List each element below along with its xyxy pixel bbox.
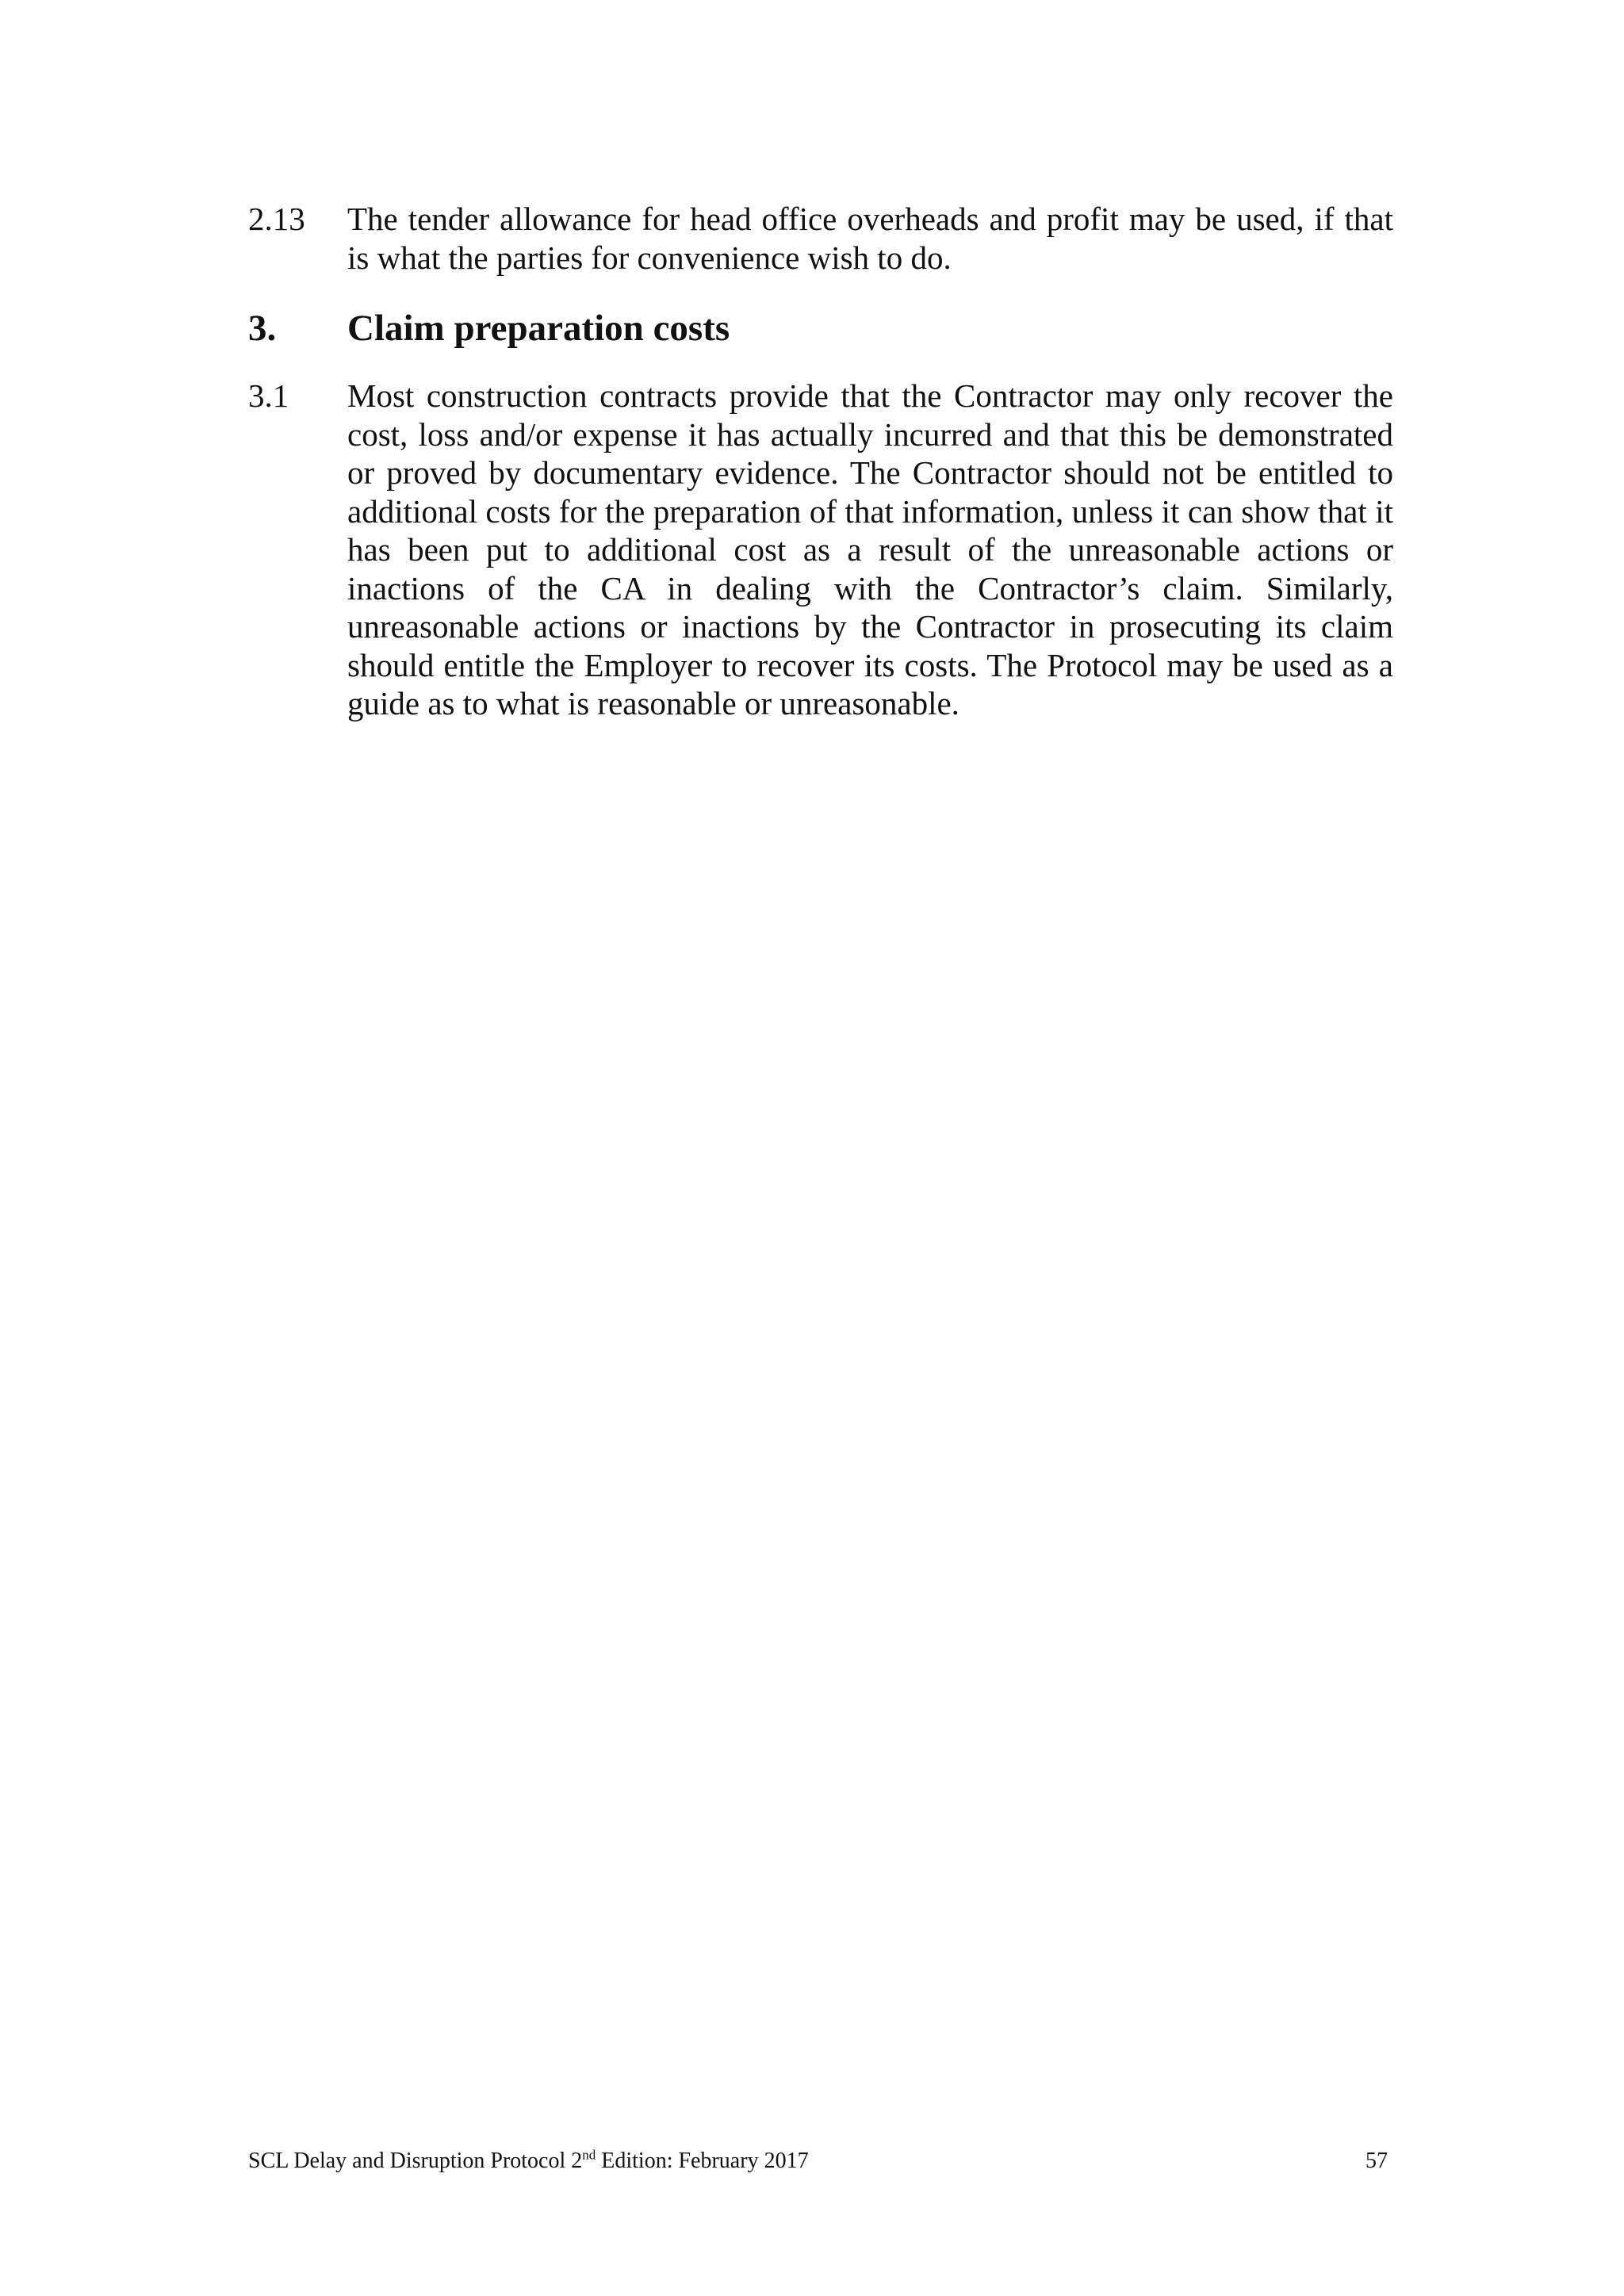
paragraph-text: Most construction contracts provide that the Contractor may only recover the cost, loss and/or expense it has actually incurred and that this be demonstrated or proved by documentary evidence. The Contractor should not be entitled to additional costs for the preparation of that information, unless it can show that it has been put to additional cost as a result of the unreasonable actions or inactions of the CA in dealing with the Contractor’s claim. Similarly, unreasonable actions or inactions by the Contractor in prosecuting its claim should entitle the Employer to recover its costs. The Protocol may be used as a guide as to what is reasonable or unreasonable. — [347, 377, 1393, 721]
page-footer — [248, 2145, 1393, 2177]
footer-document-title — [248, 2145, 809, 2177]
section-heading-3 — [248, 306, 1393, 350]
paragraph-text: The tender allowance for head office overheads and profit may be used, if that is what the parties for convenience wish to do. — [347, 201, 1393, 276]
footer-title-start: SCL Delay and Disruption Protocol 2 — [248, 2149, 583, 2173]
section-title: Claim preparation costs — [347, 308, 730, 349]
paragraph-2-13 — [248, 200, 1393, 277]
page-number: 57 — [1365, 2149, 1388, 2173]
footer-ordinal-superscript: nd — [582, 2147, 596, 2163]
section-number: 3. — [248, 308, 277, 349]
paragraph-number: 2.13 — [248, 201, 305, 237]
paragraph-number: 3.1 — [248, 377, 289, 414]
paragraph-3-1 — [248, 377, 1393, 723]
footer-title-end: Edition: February 2017 — [596, 2149, 809, 2173]
